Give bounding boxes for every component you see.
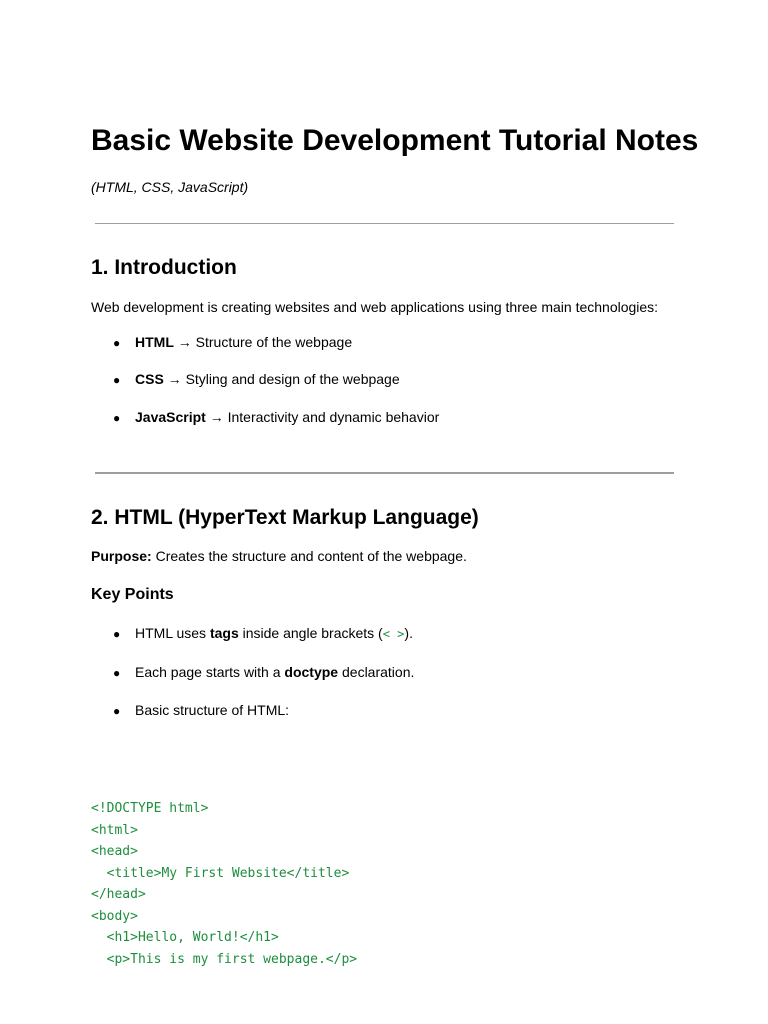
list-item-text: ). [404,625,413,641]
document-subtitle: (HTML, CSS, JavaScript) [91,179,249,195]
list-item [113,663,414,682]
list-item-text: declaration. [338,664,415,680]
section-heading-html: 2. HTML (HyperText Markup Language) [91,506,479,529]
bullet-icon: ● [113,373,121,387]
list-item-bold: tags [209,625,239,641]
list-item-term: JavaScript [135,409,206,425]
purpose-paragraph [91,547,467,565]
inline-code: < > [382,627,405,641]
list-item-text: Each page starts with a [135,664,285,680]
list-item [113,408,439,427]
key-points-heading: Key Points [91,586,174,603]
code-line: <html> [91,822,138,838]
bullet-icon: ● [113,411,121,425]
code-line: </head> [91,887,146,902]
list-item [113,624,413,643]
list-item-term: HTML [135,334,174,350]
list-item-term: CSS [135,371,164,387]
list-item-text: inside angle brackets ( [238,625,383,641]
bullet-icon: ● [113,627,121,641]
list-item-text: HTML uses [135,625,210,641]
list-item [113,333,352,352]
list-item-bold: doctype [284,664,339,680]
bullet-icon: ● [113,704,121,718]
section-divider [95,472,674,474]
list-item-description: → Interactivity and dynamic behavior [205,409,440,425]
list-item-description: → Structure of the webpage [173,334,353,350]
list-item [113,701,289,720]
intro-paragraph: Web development is creating websites and web applications using three main technologies: [91,299,659,315]
purpose-text: Creates the structure and content of the webpage. [151,548,467,564]
list-item-text: Basic structure of HTML: [135,702,290,718]
code-line: <p>This is my first webpage.</p> [91,951,358,967]
section-divider [95,223,674,224]
bullet-icon: ● [113,666,121,680]
document-title: Basic Website Development Tutorial Notes [91,124,699,157]
code-line: <h1>Hello, World!</h1> [91,930,279,945]
code-line: <title>My First Website</title> [91,865,350,881]
bullet-icon: ● [113,336,121,350]
section-heading-introduction: 1. Introduction [91,256,237,279]
code-line: <!DOCTYPE html> [91,801,209,816]
code-block [91,755,357,1013]
code-line: <head> [91,844,138,859]
code-line: <body> [91,908,138,924]
purpose-label: Purpose: [91,548,152,564]
list-item-description: → Styling and design of the webpage [163,371,400,387]
list-item [113,370,400,389]
